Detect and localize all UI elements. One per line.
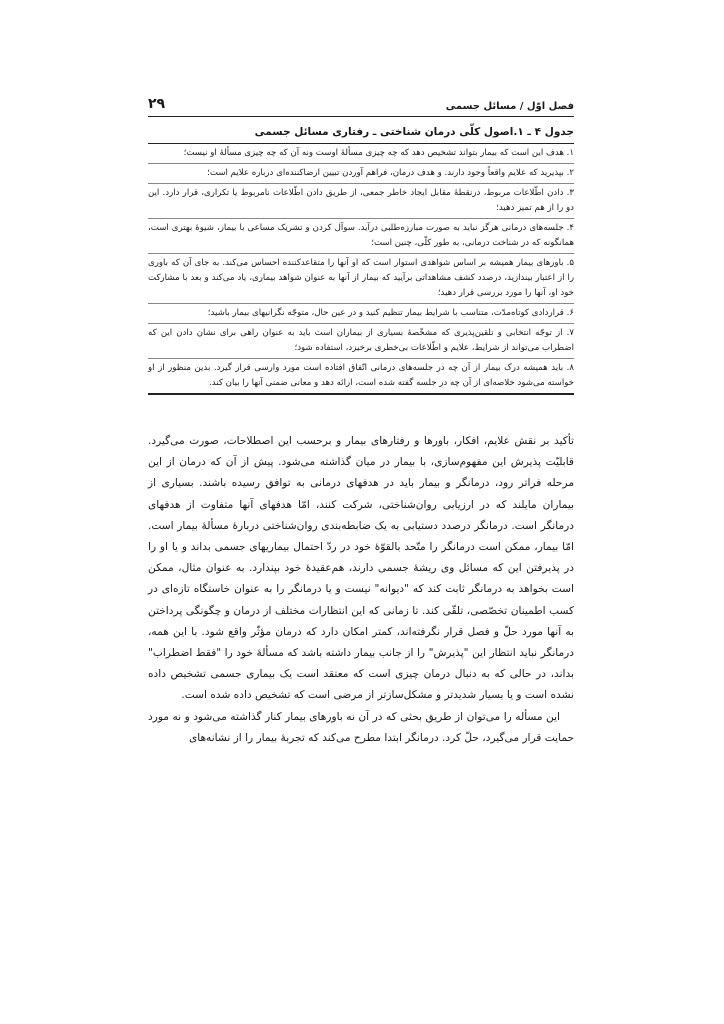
table-item: ۵. باورهای بیمار همیشه بر اساس شواهدی استوار است که او آنها را متقاعدکننده احساس می‌کند. به جای آن که باوری را از اعتبار بیندازید، درصدد کشف مشاهداتی برآیید که بیمار از آنها به عنوان شواهد بیماری، یاد می‌کند و بعد با مشارکت خود او، آنها را مورد بررسی قرار دهید؛ (148, 254, 574, 304)
body-text (148, 431, 574, 749)
table-item: ۷. از توجّه انتخابی و تلقین‌پذیری که مشخّصهٔ بسیاری از بیماران است باید به عنوان راهی برای نشان دادن این که اضطراب می‌تواند از شرایط، علایم و اطّلاعات بی‌خطری برخیزد، استفاده شود؛ (148, 324, 574, 359)
body-paragraph: تأکید بر نقش علایم، افکار، باورها و رفتارهای بیمار و برحسب این اصطلاحات، صورت می‌گیرد. قابلیّت پذیرش این مفهوم‌سازی، با بیمار در میان گذاشته می‌شود. پیش از آن که درمان از این مرحله فراتر رود، درمانگر و بیمار باید در هدفهای درمانی به توافق رسیده باشند. بسیاری از بیماران مایلند که در ارزیابی روان‌شناختی، شرکت کنند، امّا هدفهای آنها متفاوت از هدفهای درمانگر است. درمانگر درصدد دستیابی به یک ضابطه‌بندی روان‌شناختی دربارهٔ مسألهٔ بیمار است. امّا بیمار، ممکن است درمانگر را متّحد بالقوّهٔ خود در ردّ احتمال بیماریهای جسمی بداند و یا او را در پذیرفتن این که مسائل وی ریشهٔ جسمی دارند، هم‌عقیدهٔ خود بپندارد. به عنوان مثال، ممکن است بخواهد به درمانگر ثابت کند که "دیوانه" نیست و یا درمانگر را به عنوان خاستگاه تازه‌ای در کسب اطمینان تخصّصی، تلقّی کند. تا زمانی که این انتظارات مختلف از درمان و چگونگی پرداختن به آنها مورد حلّ و فصل قرار نگرفته‌اند، کمتر امکان دارد که درمان مؤثّر واقع شود. با این همه، درمانگر نباید انتظار این "پذیرش" را از جانب بیمار داشته باشد که مسألهٔ خود را "فقط اضطراب" بداند، در حالی که به دنبال درمان چیزی است که معتقد است یک بیماری جسمی تشخیص داده نشده است و یا بسیار شدیدتر و مشکل‌سازتر از مرضی است که تشخیص داده شده است. (148, 435, 574, 702)
table-items (148, 144, 574, 395)
principles-table (148, 124, 574, 395)
table-item: ۱. هدف این است که بیمار بتواند تشخیص دهد که چه چیزی مسألهٔ اوست ونه آن که چه چیزی مسألهٔ او نیست؛ (148, 144, 574, 164)
page-number: ۲۹ (148, 96, 166, 112)
running-title: فصل اوّل / مسائل جسمی (445, 101, 574, 112)
table-caption: جدول ۴ ـ ۱.اصول کلّی درمان شناختی ـ رفتاری مسائل جسمی (148, 124, 574, 144)
table-item: ۳. دادن اطّلاعات مربوط، درنقطهٔ مقابل ایجاد خاطر جمعی، از طریق دادن اطّلاعات نامربوط یا تکراری، قرار دارد. این دو را از هم تمیز دهید؛ (148, 184, 574, 219)
table-item: ۲. بپذیرید که علایم واقعاً وجود دارند. و هدف درمان، فراهم آوردن تبیین ارضاکننده‌ای درباره علایم است؛ (148, 164, 574, 184)
table-item: ۸. باید همیشه درک بیمار از آن چه در جلسه‌های درمانی اتّفاق افتاده است مورد وارسی قرار گیرد. بدین منظور از او خواسته می‌شود خلاصه‌ای از آن چه در جلسه گفته شده است، ارائه دهد و معانی ضمنی آنها را بیان کند. (148, 359, 574, 395)
running-head (148, 92, 574, 117)
body-paragraph: این مسأله را می‌توان از طریق بحثی که در آن نه باورهای بیمار کنار گذاشته می‌شود و نه مورد حمایت قرار می‌گیرد، حلّ کرد. درمانگر ابتدا مطرح می‌کند که تجربهٔ بیمار را از نشانه‌های (148, 710, 574, 744)
table-item: ۴. جلسه‌های درمانی هرگز نباید به صورت مبارزه‌طلبی درآید. سوآل کردن و تشریک مساعی با بیمار، شیوهٔ بهتری است، همانگونه که در شناخت درمانی، به طور کلّی، چنین است؛ (148, 219, 574, 254)
table-item: ۶. قراردادی کوتاه‌مدّت، متناسب با شرایط بیمار تنظیم کنید و در عین حال، متوجّه نگرانیهای بیمار باشید؛ (148, 304, 574, 324)
